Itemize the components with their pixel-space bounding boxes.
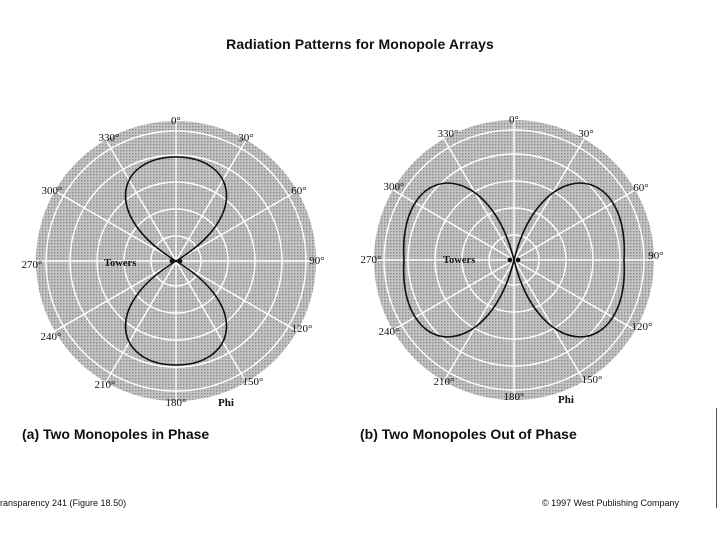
angle-label-300: 300° <box>41 185 63 197</box>
angle-label-150: 150° <box>581 374 603 386</box>
angle-label-180: 180° <box>503 391 525 403</box>
angle-label-120: 120° <box>631 321 653 333</box>
angle-label-330: 330° <box>437 128 459 140</box>
caption-plot-b: (b) Two Monopoles Out of Phase <box>360 426 577 442</box>
towers-label: Towers <box>443 255 476 266</box>
angle-label-60: 60° <box>291 185 307 197</box>
angle-label-30: 30° <box>578 128 594 140</box>
phi-label: Phi <box>218 397 234 409</box>
phi-label: Phi <box>558 394 574 406</box>
angle-label-270: 270° <box>21 259 43 271</box>
angle-label-180: 180° <box>165 397 187 409</box>
tower-marker <box>516 258 521 263</box>
angle-label-210: 210° <box>433 376 455 388</box>
tower-marker <box>170 259 175 264</box>
transparency-note: ransparency 241 (Figure 18.50) <box>0 498 127 508</box>
angle-label-330: 330° <box>98 132 120 144</box>
angle-label-150: 150° <box>242 376 264 388</box>
angle-label-240: 240° <box>378 326 400 338</box>
angle-label-30: 30° <box>238 132 254 144</box>
angle-label-90: 90° <box>309 255 325 267</box>
angle-label-0: 0° <box>171 115 181 127</box>
angle-label-270: 270° <box>360 254 382 266</box>
angle-label-60: 60° <box>633 182 649 194</box>
figure-title: Radiation Patterns for Monopole Arrays <box>226 36 494 52</box>
angle-label-300: 300° <box>383 181 405 193</box>
page-edge-divider <box>716 408 717 508</box>
angle-label-120: 120° <box>291 323 313 335</box>
angle-label-210: 210° <box>94 379 116 391</box>
polar-plot-a <box>22 115 325 409</box>
copyright-note: © 1997 West Publishing Company <box>542 498 680 508</box>
angle-label-240: 240° <box>40 331 62 343</box>
caption-plot-a: (a) Two Monopoles in Phase <box>22 426 210 442</box>
angle-label-0: 0° <box>509 114 519 126</box>
tower-marker <box>178 259 183 264</box>
towers-label: Towers <box>104 258 137 269</box>
tower-marker <box>508 258 513 263</box>
angle-label-90: 90° <box>648 250 664 262</box>
polar-plot-b <box>361 114 664 406</box>
